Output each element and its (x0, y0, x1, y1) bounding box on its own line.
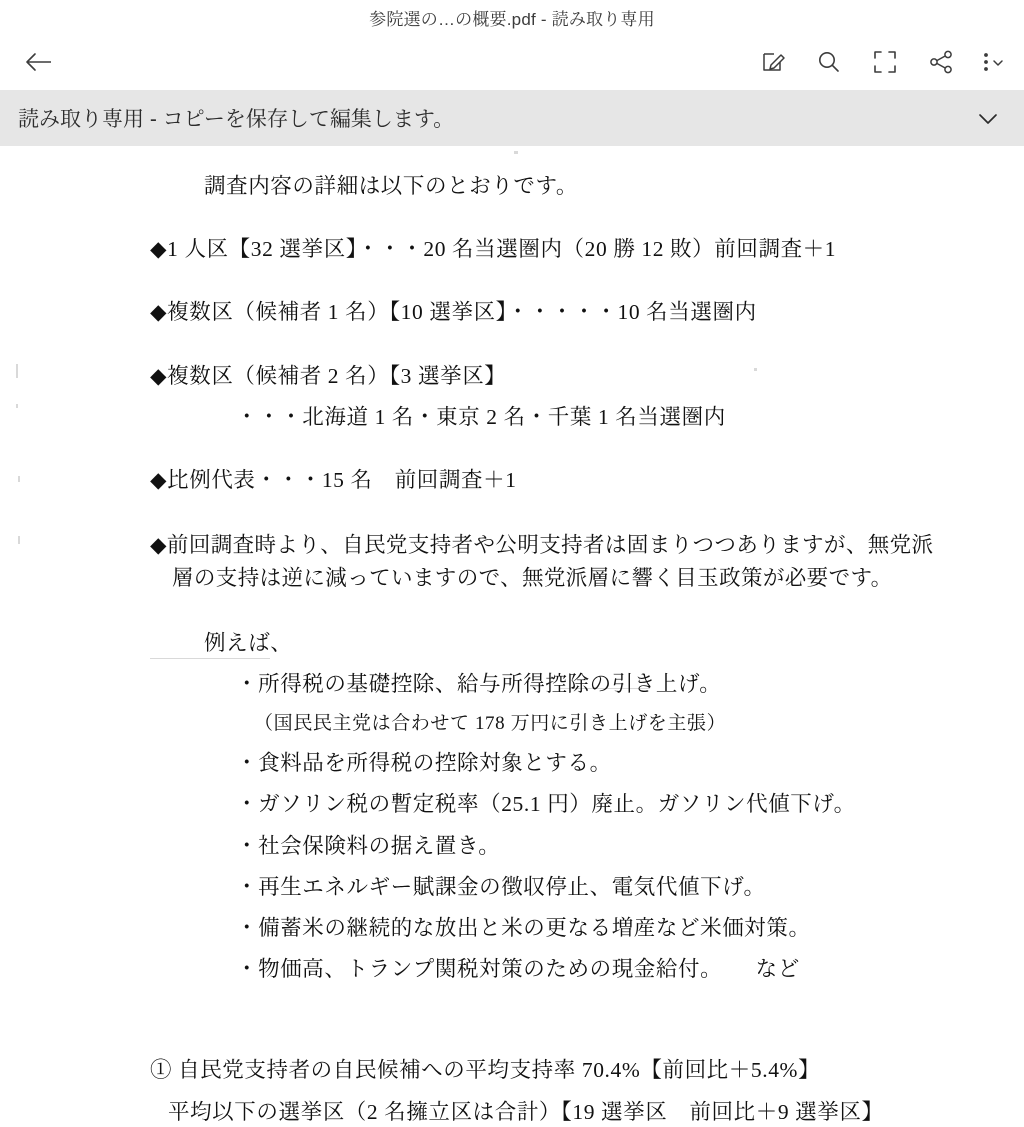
banner-expand-chevron-icon[interactable] (974, 104, 1002, 132)
doc-line: ① 自民党支持者の自民候補への平均支持率 70.4%【前回比＋5.4%】 (150, 1058, 821, 1083)
search-icon[interactable] (814, 47, 844, 77)
read-only-message: 読み取り専用 - コピーを保存して編集します。 (18, 108, 455, 131)
doc-paragraph: ◆前回調査時より、自民党支持者や公明支持者は固まりつつありますが、無党派層の支持は逆に減っていますので、無党派層に響く目玉政策が必要です。 (150, 533, 934, 591)
pdf-page[interactable] (0, 146, 1024, 1124)
pdf-text-content (0, 146, 1024, 1127)
doc-line: ・・・北海道 1 名・東京 2 名・千葉 1 名当選圏内 (236, 404, 726, 429)
doc-line: ・食料品を所得税の控除対象とする。 (236, 751, 612, 776)
overflow-menu-icon[interactable] (982, 49, 1004, 75)
doc-line: ◆1 人区【32 選挙区】・・・20 名当選圏内（20 勝 12 敗）前回調査＋1 (150, 237, 837, 262)
doc-line: 例えば、 (204, 630, 293, 655)
back-button[interactable] (18, 41, 60, 83)
toolbar-actions (758, 47, 1010, 77)
doc-line: ・再生エネルギー賦課金の徴収停止、電気代値下げ。 (236, 874, 766, 899)
doc-line: 平均以下の選挙区（2 名擁立区は合計）【19 選挙区 前回比＋9 選挙区】 (168, 1099, 884, 1124)
title-bar (0, 0, 1024, 34)
doc-line: ・備蓄米の継続的な放出と米の更なる増産など米価対策。 (236, 915, 811, 940)
doc-line: ◆比例代表・・・15 名 前回調査＋1 (150, 468, 517, 493)
doc-line: ・ガソリン税の暫定税率（25.1 円）廃止。ガソリン代値下げ。 (236, 792, 856, 817)
doc-line: ・社会保険料の据え置き。 (236, 833, 501, 858)
annotate-icon[interactable] (758, 47, 788, 77)
doc-line: ◆複数区（候補者 2 名）【3 選挙区】 (150, 363, 507, 388)
share-icon[interactable] (926, 47, 956, 77)
read-only-banner (0, 90, 1024, 146)
chevron-down-icon (992, 49, 1004, 75)
fullscreen-icon[interactable] (870, 47, 900, 77)
doc-line: 調査内容の詳細は以下のとおりです。 (204, 174, 578, 198)
doc-line: ・所得税の基礎控除、給与所得控除の引き上げ。 (236, 671, 722, 696)
window-title: 参院選の…の概要.pdf - 読み取り専用 (369, 9, 655, 29)
doc-line: ・物価高、トランプ関税対策のための現金給付。 など (236, 957, 800, 982)
app-toolbar (0, 34, 1024, 90)
doc-line: ◆複数区（候補者 1 名）【10 選挙区】・・・・・10 名当選圏内 (150, 300, 757, 325)
doc-line: （国民民主党は合わせて 178 万円に引き上げを主張） (254, 713, 727, 735)
